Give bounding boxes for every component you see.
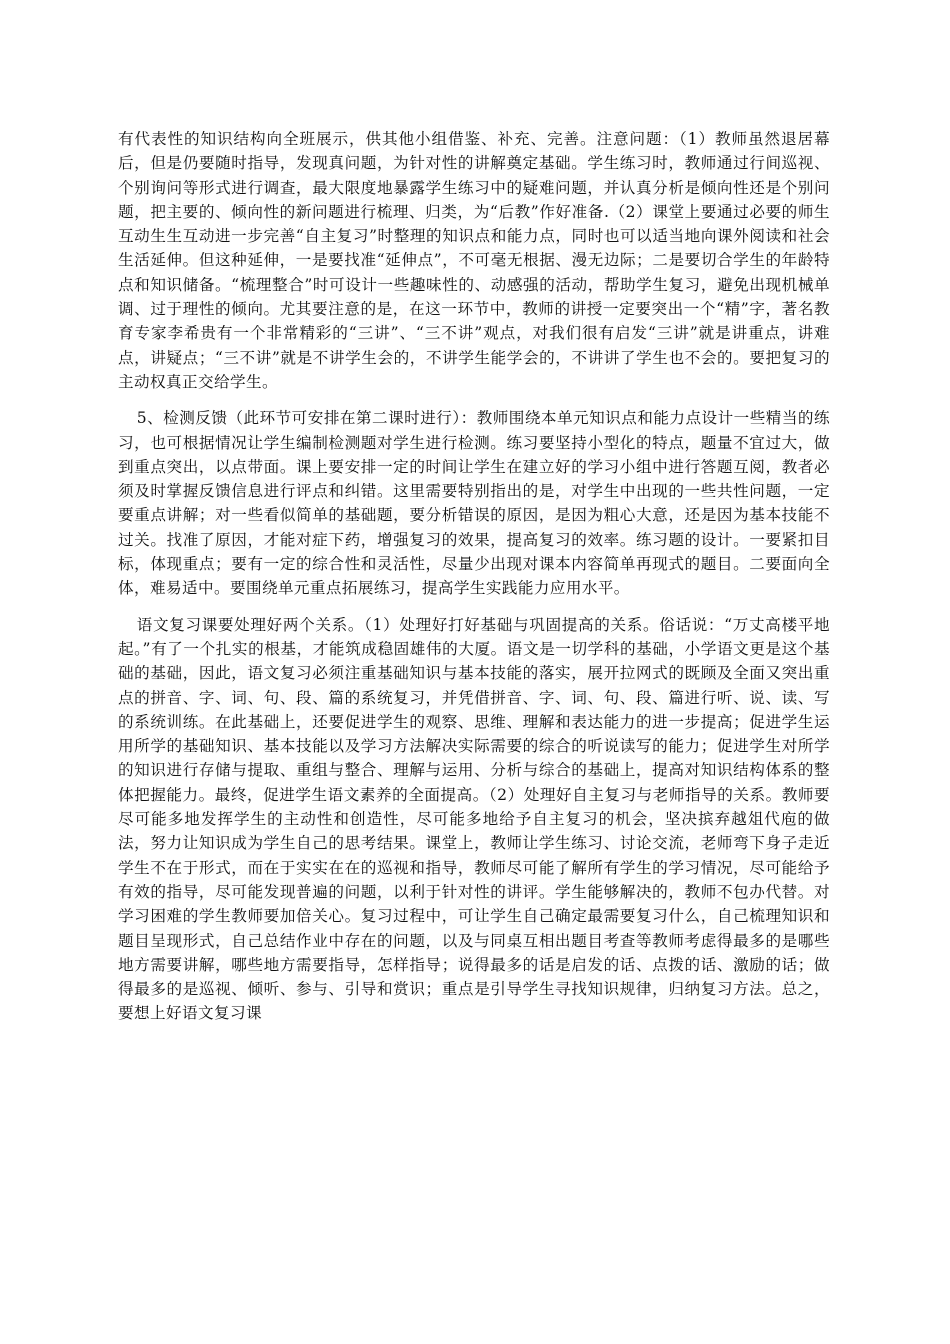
paragraph-continued: 有代表性的知识结构向全班展示，供其他小组借鉴、补充、完善。注意问题：（1）教师虽然退居幕后，但是仍要随时指导，发现真问题，为针对性的讲解奠定基础。学生练习时，教师通过行间巡视、个别询问等形式进行调查，最大限度地暴露学生练习中的疑难问题，并认真分析是倾向性还是个别问题，把主要的、倾向性的新问题进行梳理、归类，为“后教”作好准备.（2）课堂上要通过必要的师生互动生生互动进一步完善“自主复习”时整理的知识点和能力点，同时也可以适当地向课外阅读和社会生活延伸。但这种延伸，一是要找准“延伸点”，不可毫无根据、漫无边际；二是要切合学生的年龄特点和知识储备。“梳理整合”时可设计一些趣味性的、动感强的活动，帮助学生复习，避免出现机械单调、过于理性的倾向。尤其要注意的是，在这一环节中，教师的讲授一定要突出一个“精”字，著名教育专家李希贵有一个非常精彩的“三讲”、“三不讲”观点，对我们很有启发“三讲”就是讲重点，讲难点，讲疑点；“三不讲”就是不讲学生会的，不讲学生能学会的，不讲讲了学生也不会的。要把复习的主动权真正交给学生。 xyxy=(118,130,830,391)
paragraph-gap xyxy=(118,394,830,406)
paragraph-detection-feedback: 5、检测反馈（此环节可安排在第二课时进行）：教师围绕本单元知识点和能力点设计一些精当的练习，也可根据情况让学生编制检测题对学生进行检测。练习要坚持小型化的特点，题量不宜过大，做到重点突出，以点带面。课上要安排一定的时间让学生在建立好的学习小组中进行答题互阅，教者必须及时掌握反馈信息进行评点和纠错。这里需要特别指出的是，对学生中出现的一些共性问题，一定要重点讲解；对一些看似简单的基础题，要分析错误的原因，是因为粗心大意，还是因为基本技能不过关。找准了原因，才能对症下药，增强复习的效果，提高复习的效率。练习题的设计。一要紧扣目标，体现重点；要有一定的综合性和灵活性，尽量少出现对课本内容简单再现式的题目。二要面向全体，难易适中。要围绕单元重点拓展练习，提高学生实践能力应用水平。 xyxy=(118,409,830,598)
document-page xyxy=(118,127,830,1026)
paragraph-two-relationships: 语文复习课要处理好两个关系。（1）处理好打好基础与巩固提高的关系。俗话说：“万丈高楼平地起。”有了一个扎实的根基，才能筑成稳固雄伟的大厦。语文是一切学科的基础，小学语文更是这个基础的基础，因此，语文复习必须注重基础知识与基本技能的落实，展开拉网式的既顾及全面又突出重点的拼音、字、词、句、段、篇的系统复习，并凭借拼音、字、词、句、段、篇进行听、说、读、写的系统训练。在此基础上，还要促进学生的观察、思维、理解和表达能力的进一步提高；促进学生运用所学的基础知识、基本技能以及学习方法解决实际需要的综合的听说读写的能力；促进学生对所学的知识进行存储与提取、重组与整合、理解与运用、分析与综合的基础上，提高对知识结构体系的整体把握能力。最终，促进学生语文素养的全面提高。（2）处理好自主复习与老师指导的关系。教师要尽可能多地发挥学生的主动性和创造性，尽可能多地给予自主复习的机会，坚决摈弃越俎代庖的做法，努力让知识成为学生自己的思考结果。课堂上，教师让学生练习、讨论交流，老师弯下身子走近学生不在于形式，而在于实实在在的巡视和指导，教师尽可能了解所有学生的学习情况，尽可能给予有效的指导，尽可能发现普遍的问题，以利于针对性的讲评。学生能够解决的，教师不包办代替。对学习困难的学生教师要加倍关心。复习过程中，可让学生自己确定最需要复习什么，自己梳理知识和题目呈现形式，自己总结作业中存在的问题，以及与同桌互相出题目考查等教师考虑得最多的是哪些地方需要讲解，哪些地方需要指导，怎样指导；说得最多的话是启发的话、点拨的话、激励的话；做得最多的是巡视、倾听、参与、引导和赏识；重点是引导学生寻找知识规律，归纳复习方法。总之，要想上好语文复习课 xyxy=(118,615,830,1023)
paragraph-gap xyxy=(118,601,830,613)
